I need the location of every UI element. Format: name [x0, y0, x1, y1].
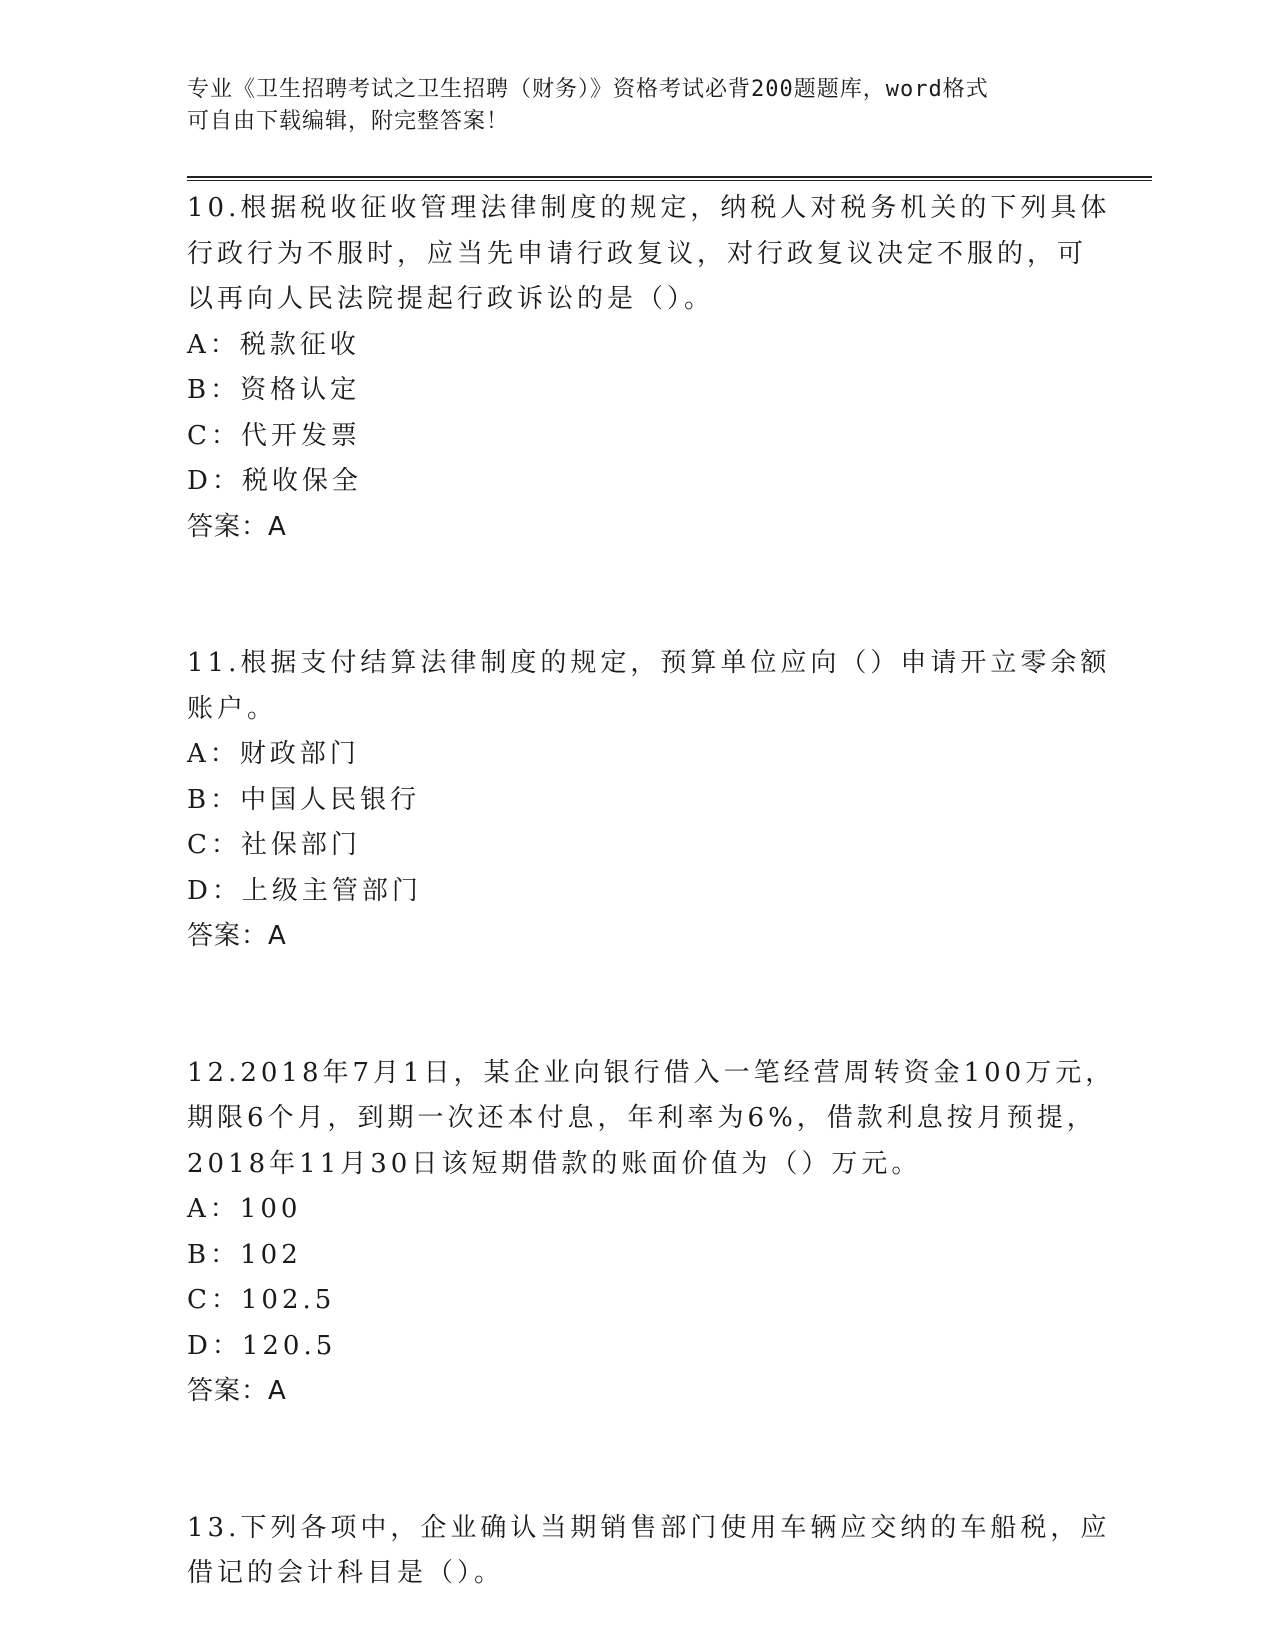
option-a: A：100	[187, 1194, 302, 1224]
option-c: C：社保部门	[187, 830, 361, 860]
question-spacer	[187, 1415, 1087, 1506]
option-b: B：102	[187, 1239, 302, 1270]
question-10	[187, 186, 1111, 550]
question-text-line: 期限6个月，到期一次还本付息，年利率为6%，借款利息按月预提，	[187, 1103, 1097, 1133]
question-text-line: 12.2018年7月1日，某企业向银行借入一笔经营周转资金100万元，	[187, 1057, 1116, 1088]
question-11	[187, 641, 1111, 960]
answer-label: 答案：A	[187, 921, 287, 951]
question-13	[187, 1506, 1111, 1597]
question-list	[187, 186, 1116, 1597]
header-line-1: 专业《卫生招聘考试之卫生招聘（财务）》资格考试必背200题题库，word格式	[187, 77, 989, 102]
question-text-line: 13.下列各项中，企业确认当期销售部门使用车辆应交纳的车船税，应	[187, 1512, 1111, 1543]
option-c: C：代开发票	[187, 420, 361, 451]
option-d: D：上级主管部门	[187, 875, 422, 906]
question-spacer	[187, 550, 1087, 641]
question-text-line: 借记的会计科目是（）。	[187, 1558, 505, 1588]
question-text-line: 2018年11月30日该短期借款的账面价值为（）万元。	[187, 1148, 922, 1179]
document-header	[187, 74, 1067, 138]
question-text-line: 账户。	[187, 693, 278, 724]
header-line-2: 可自由下载编辑，附完整答案！	[187, 109, 510, 134]
answer-label: 答案：A	[187, 1376, 287, 1406]
option-b: B：中国人民银行	[187, 784, 421, 815]
option-d: D：120.5	[187, 1330, 337, 1361]
question-spacer	[187, 960, 1087, 1051]
option-a: A：税款征收	[187, 329, 360, 360]
option-a: A：财政部门	[187, 739, 360, 769]
answer-label: 答案：A	[187, 511, 287, 542]
question-text-line: 以再向人民法院提起行政诉讼的是（）。	[187, 284, 715, 314]
option-b: B：资格认定	[187, 375, 361, 405]
question-text-line: 10.根据税收征收管理法律制度的规定，纳税人对税务机关的下列具体	[187, 193, 1111, 223]
header-divider	[187, 176, 1152, 181]
option-c: C：102.5	[187, 1285, 336, 1315]
question-text-line: 行政行为不服时，应当先申请行政复议，对行政复议决定不服的，可	[187, 238, 1088, 269]
question-text-line: 11.根据支付结算法律制度的规定，预算单位应向（）申请开立零余额	[187, 648, 1111, 678]
option-d: D：税收保全	[187, 466, 362, 496]
question-12	[187, 1051, 1116, 1415]
